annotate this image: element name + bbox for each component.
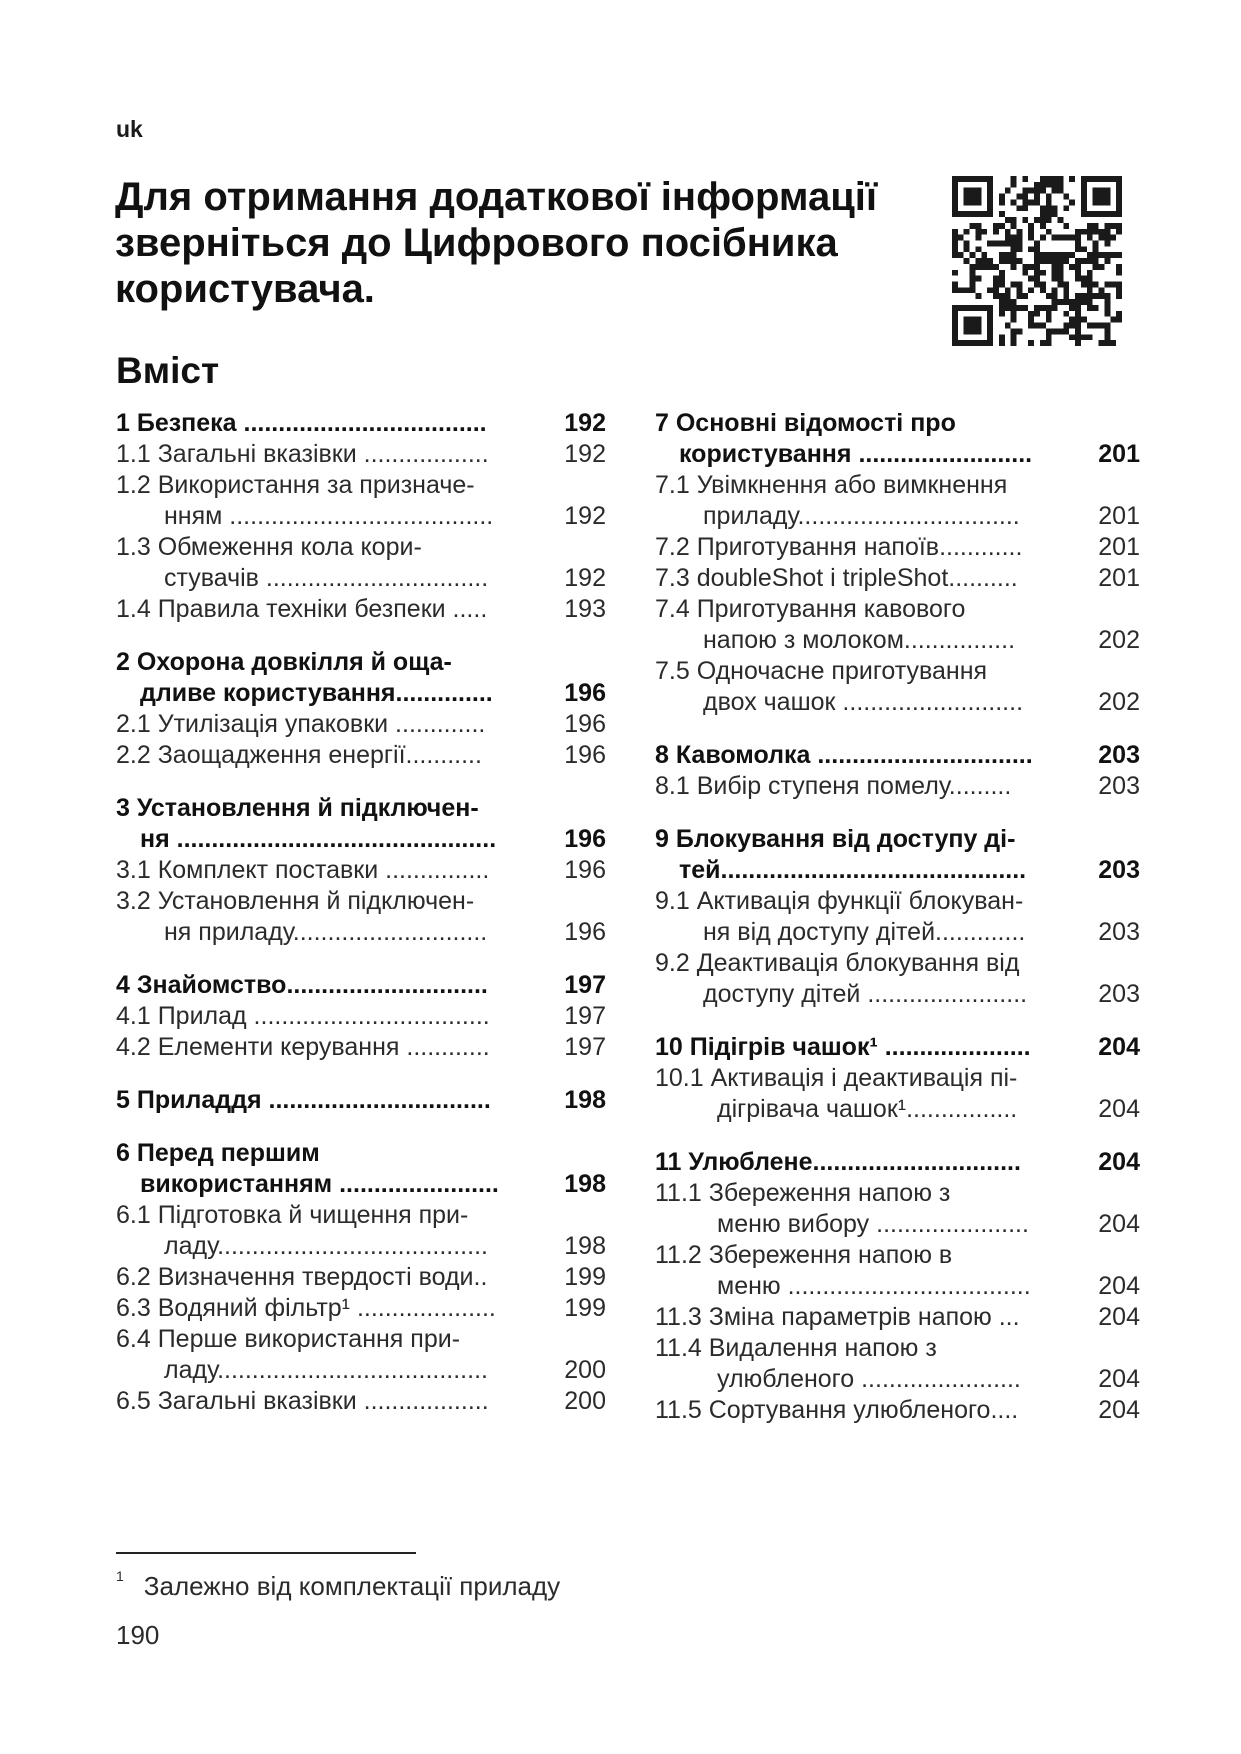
toc-entry-text: 11.3 Зміна параметрів напою ... — [655, 1303, 1020, 1331]
toc-entry-text: 8 Кавомолка ............................... — [655, 741, 1033, 769]
toc-entry-text: 3.1 Комплект поставки ............... — [116, 856, 490, 884]
toc-subsection-entry[interactable] — [655, 886, 1140, 948]
toc-entry-text: 6.5 Загальні вказівки .................. — [116, 1387, 489, 1415]
toc-entry-text: 1.2 Використання за призначе- — [116, 471, 475, 499]
toc-entry-text: 2.2 Заощадження енергії........... — [116, 741, 482, 769]
toc-page-number: 201 — [1098, 564, 1140, 592]
toc-page-number: 204 — [1098, 1210, 1140, 1238]
toc-entry-text: 2.1 Утилізація упаковки ............. — [116, 710, 486, 738]
toc-page-number: 192 — [564, 409, 606, 437]
toc-entry-text: 6.4 Перше використання при- — [116, 1325, 461, 1353]
toc-entry-text: 5 Приладдя ................................ — [116, 1086, 491, 1114]
toc-entry-text: нням ...................................... — [164, 502, 494, 530]
toc-page-number: 201 — [1098, 502, 1140, 530]
toc-page-number: 198 — [564, 1086, 606, 1114]
toc-subsection-entry[interactable] — [116, 594, 606, 625]
toc-subsection-entry[interactable] — [655, 1302, 1140, 1333]
toc-page-number: 197 — [564, 1002, 606, 1030]
toc-section — [655, 1147, 1140, 1426]
toc-entry-text: стувачів ................................ — [164, 564, 489, 592]
toc-section — [655, 408, 1140, 718]
toc-page-number: 203 — [1098, 918, 1140, 946]
toc-entry-text: 7.4 Приготування кавового — [655, 595, 966, 623]
toc-left-column — [116, 408, 606, 1439]
footnote — [116, 1568, 560, 1602]
toc-subsection-entry[interactable] — [116, 439, 606, 470]
toc-subsection-entry[interactable] — [116, 886, 606, 948]
toc-chapter-entry[interactable] — [655, 408, 1140, 470]
toc-entry-text: 6.2 Визначення твердості води.. — [116, 1263, 488, 1291]
toc-page-number: 204 — [1098, 1272, 1140, 1300]
toc-subsection-entry[interactable] — [116, 1293, 606, 1324]
toc-entry-text: використанням ....................... — [140, 1170, 499, 1198]
toc-entry-text: меню ................................... — [717, 1272, 1031, 1300]
toc-entry-text: 4.1 Прилад .................................. — [116, 1002, 490, 1030]
qr-code-icon — [952, 176, 1122, 346]
toc-section — [655, 740, 1140, 802]
toc-section — [116, 793, 606, 948]
toc-page-number: 192 — [564, 440, 606, 468]
toc-subsection-entry[interactable] — [116, 1001, 606, 1032]
toc-page-number: 204 — [1098, 1095, 1140, 1123]
toc-entry-text: 11.4 Видалення напою з — [655, 1334, 937, 1362]
toc-entry-text: 4.2 Елементи керування ............ — [116, 1033, 490, 1061]
toc-page-number: 192 — [564, 564, 606, 592]
toc-subsection-entry[interactable] — [116, 1324, 606, 1386]
toc-entry-text: 7 Основні відомості про — [655, 409, 956, 437]
toc-subsection-entry[interactable] — [116, 1386, 606, 1417]
toc-subsection-entry[interactable] — [116, 1262, 606, 1293]
toc-subsection-entry[interactable] — [655, 563, 1140, 594]
toc-chapter-entry[interactable] — [655, 1032, 1140, 1063]
toc-page-number: 204 — [1098, 1396, 1140, 1424]
toc-page-number: 197 — [564, 971, 606, 999]
toc-entry-text: 2 Охорона довкілля й оща- — [116, 648, 452, 676]
toc-section — [655, 824, 1140, 1010]
toc-page-number: 204 — [1098, 1033, 1140, 1061]
toc-page-number: 200 — [564, 1356, 606, 1384]
toc-chapter-entry[interactable] — [655, 824, 1140, 886]
toc-page-number: 202 — [1098, 626, 1140, 654]
toc-entry-text: 9.1 Активація функції блокуван- — [655, 887, 1024, 915]
toc-entry-text: 10.1 Активація і деактивація пі- — [655, 1064, 1018, 1092]
toc-subsection-entry[interactable] — [116, 1200, 606, 1262]
toc-page-number: 203 — [1098, 980, 1140, 1008]
toc-page-number: 204 — [1098, 1365, 1140, 1393]
toc-page-number: 202 — [1098, 688, 1140, 716]
page-number: 190 — [116, 1620, 160, 1650]
toc-subsection-entry[interactable] — [116, 532, 606, 594]
toc-page-number: 200 — [564, 1387, 606, 1415]
toc-entry-text: ня приладу............................ — [164, 918, 488, 946]
toc-section — [116, 970, 606, 1063]
toc-chapter-entry[interactable] — [116, 1138, 606, 1200]
toc-page-number: 198 — [564, 1170, 606, 1198]
toc-entry-text: ня від доступу дітей............. — [703, 918, 1026, 946]
toc-section — [116, 1138, 606, 1417]
toc-subsection-entry[interactable] — [116, 709, 606, 740]
toc-section — [116, 647, 606, 771]
toc-subsection-entry[interactable] — [655, 948, 1140, 1010]
toc-subsection-entry[interactable] — [655, 656, 1140, 718]
toc-page-number: 192 — [564, 502, 606, 530]
language-code: uk — [116, 116, 143, 142]
toc-page-number: 196 — [564, 825, 606, 853]
toc-page-number: 196 — [564, 918, 606, 946]
toc-entry-text: 11 Улюблене.............................. — [655, 1148, 1021, 1176]
toc-section — [655, 1032, 1140, 1125]
toc-chapter-entry[interactable] — [655, 740, 1140, 771]
toc-subsection-entry[interactable] — [655, 1178, 1140, 1240]
toc-entry-text: 7.2 Приготування напоїв............ — [655, 533, 1023, 561]
toc-page-number: 204 — [1098, 1148, 1140, 1176]
toc-page-number: 201 — [1098, 533, 1140, 561]
toc-entry-text: улюбленого ....................... — [717, 1365, 1021, 1393]
toc-page-number: 201 — [1098, 440, 1140, 468]
toc-entry-text: 9 Блокування від доступу ді- — [655, 825, 1016, 853]
toc-chapter-entry[interactable] — [116, 647, 606, 709]
toc-page-number: 196 — [564, 679, 606, 707]
toc-entry-text: користування ......................... — [679, 440, 1033, 468]
toc-chapter-entry[interactable] — [116, 408, 606, 439]
toc-page-number: 203 — [1098, 856, 1140, 884]
toc-right-column — [655, 408, 1140, 1448]
toc-entry-text: ня .............................................. — [140, 825, 497, 853]
toc-chapter-entry[interactable] — [116, 793, 606, 855]
toc-entry-text: напою з молоком................ — [703, 626, 1016, 654]
toc-page-number: 196 — [564, 856, 606, 884]
toc-entry-text: 6.3 Водяний фільтр¹ .................... — [116, 1294, 496, 1322]
toc-entry-text: 6.1 Підготовка й чищення при- — [116, 1201, 469, 1229]
toc-subsection-entry[interactable] — [655, 594, 1140, 656]
toc-subsection-entry[interactable] — [655, 1333, 1140, 1395]
toc-section — [116, 408, 606, 625]
toc-entry-text: двох чашок .......................... — [703, 688, 1024, 716]
toc-subsection-entry[interactable] — [116, 1032, 606, 1063]
toc-entry-text: ладу....................................... — [164, 1356, 488, 1384]
toc-entry-text: 9.2 Деактивація блокування від — [655, 949, 1020, 977]
toc-subsection-entry[interactable] — [655, 532, 1140, 563]
toc-page-number: 199 — [564, 1263, 606, 1291]
toc-entry-text: 7.3 doubleShot і tripleShot.......... — [655, 564, 1018, 592]
toc-entry-text: 1 Безпека ................................... — [116, 409, 487, 437]
toc-page-number: 196 — [564, 710, 606, 738]
toc-subsection-entry[interactable] — [655, 1063, 1140, 1125]
toc-title: Вміст — [116, 350, 220, 391]
toc-entry-text: приладу................................ — [703, 502, 1020, 530]
footnote-divider — [116, 1552, 416, 1554]
toc-entry-text: 1.1 Загальні вказівки .................. — [116, 440, 489, 468]
toc-entry-text: дігрівача чашок¹................ — [717, 1095, 1018, 1123]
footnote-text: Залежно від комплектації приладу — [143, 1571, 561, 1601]
toc-chapter-entry[interactable] — [655, 1147, 1140, 1178]
footnote-mark: 1 — [116, 1568, 124, 1584]
toc-page-number: 199 — [564, 1294, 606, 1322]
toc-section — [116, 1085, 606, 1116]
toc-entry-text: 6 Перед першим — [116, 1139, 320, 1167]
toc-page-number: 203 — [1098, 741, 1140, 769]
toc-subsection-entry[interactable] — [116, 470, 606, 532]
toc-subsection-entry[interactable] — [655, 470, 1140, 532]
toc-chapter-entry[interactable] — [116, 1085, 606, 1116]
toc-subsection-entry[interactable] — [116, 740, 606, 771]
intro-heading: Для отримання додаткової інформації зверніться до Цифрового посібника користувача. — [115, 175, 878, 311]
toc-entry-text: 8.1 Вибір ступеня помелу......... — [655, 772, 1012, 800]
toc-entry-text: 11.5 Сортування улюбленого.... — [655, 1396, 1019, 1424]
toc-page-number: 197 — [564, 1033, 606, 1061]
toc-page-number: 196 — [564, 741, 606, 769]
toc-chapter-entry[interactable] — [116, 970, 606, 1001]
toc-entry-text: дливе користування.............. — [140, 679, 493, 707]
toc-entry-text: меню вибору ...................... — [717, 1210, 1029, 1238]
toc-page-number: 193 — [564, 595, 606, 623]
toc-page-number: 204 — [1098, 1303, 1140, 1331]
toc-entry-text: ладу....................................... — [164, 1232, 488, 1260]
toc-entry-text: тей............................................ — [679, 856, 1027, 884]
toc-entry-text: 3 Установлення й підключен- — [116, 794, 479, 822]
toc-entry-text: 7.5 Одночасне приготування — [655, 657, 988, 685]
toc-entry-text: 3.2 Установлення й підключен- — [116, 887, 475, 915]
toc-subsection-entry[interactable] — [655, 1240, 1140, 1302]
toc-entry-text: 7.1 Увімкнення або вимкнення — [655, 471, 1008, 499]
toc-entry-text: 10 Підігрів чашок¹ ..................... — [655, 1033, 1031, 1061]
toc-page-number: 198 — [564, 1232, 606, 1260]
toc-page-number: 203 — [1098, 772, 1140, 800]
toc-entry-text: 11.2 Збереження напою в — [655, 1241, 953, 1269]
toc-subsection-entry[interactable] — [116, 855, 606, 886]
toc-subsection-entry[interactable] — [655, 1395, 1140, 1426]
toc-entry-text: 1.3 Обмеження кола кори- — [116, 533, 422, 561]
toc-entry-text: доступу дітей ....................... — [703, 980, 1028, 1008]
toc-entry-text: 1.4 Правила техніки безпеки ..... — [116, 595, 488, 623]
toc-subsection-entry[interactable] — [655, 771, 1140, 802]
toc-entry-text: 11.1 Збереження напою з — [655, 1179, 951, 1207]
toc-entry-text: 4 Знайомство............................. — [116, 971, 488, 999]
